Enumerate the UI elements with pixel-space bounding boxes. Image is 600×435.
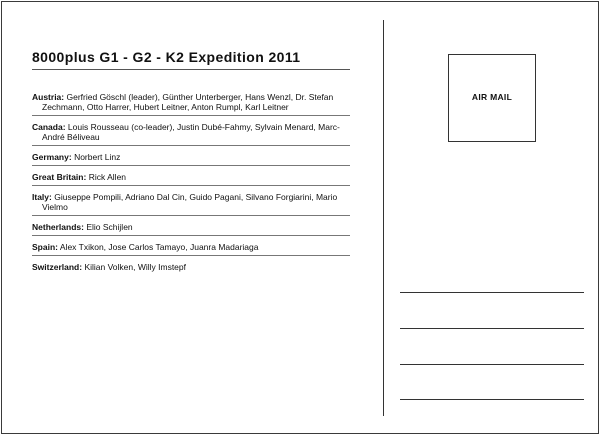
country-label: Netherlands:	[32, 222, 84, 232]
member-names: Gerfried Göschl (leader), Günther Unterberger, Hans Wenzl, Dr. Stefan Zechmann, Otto Harrer, Hubert Leitner, Anton Rumpl, Karl Leitner	[42, 92, 334, 112]
member-names: Louis Rousseau (co-leader), Justin Dubé-Fahmy, Sylvain Menard, Marc-André Béliveau	[42, 122, 340, 142]
member-list	[32, 85, 350, 275]
country-label: Austria:	[32, 92, 65, 102]
member-names: Rick Allen	[88, 172, 127, 182]
member-entry-canada	[32, 116, 350, 146]
address-line	[400, 399, 584, 400]
country-label: Canada:	[32, 122, 66, 132]
member-names: Alex Txikon, Jose Carlos Tamayo, Juanra Madariaga	[59, 242, 259, 252]
member-names: Kilian Volken, Willy Imstepf	[84, 262, 187, 272]
member-names: Norbert Linz	[74, 152, 121, 162]
expedition-title: 8000plus G1 - G2 - K2 Expedition 2011	[32, 49, 301, 65]
member-names: Giuseppe Pompili, Adriano Dal Cin, Guido Pagani, Silvano Forgiarini, Mario Vielmo	[42, 192, 338, 212]
country-label: Switzerland:	[32, 262, 83, 272]
member-entry-great-britain	[32, 166, 350, 186]
country-label: Germany:	[32, 152, 72, 162]
address-line	[400, 328, 584, 329]
country-label: Italy:	[32, 192, 52, 202]
air-mail-label: AIR MAIL	[471, 92, 513, 102]
title-underline	[32, 69, 350, 70]
member-entry-spain	[32, 236, 350, 256]
member-entry-austria	[32, 85, 350, 116]
member-entry-italy	[32, 186, 350, 216]
member-entry-switzerland	[32, 256, 350, 275]
member-entry-germany	[32, 146, 350, 166]
address-line	[400, 292, 584, 293]
member-entry-netherlands	[32, 216, 350, 236]
member-names: Elio Schijlen	[86, 222, 133, 232]
country-label: Great Britain:	[32, 172, 87, 182]
address-line	[400, 364, 584, 365]
country-label: Spain:	[32, 242, 58, 252]
stamp-box	[448, 54, 536, 142]
center-divider	[383, 20, 384, 416]
